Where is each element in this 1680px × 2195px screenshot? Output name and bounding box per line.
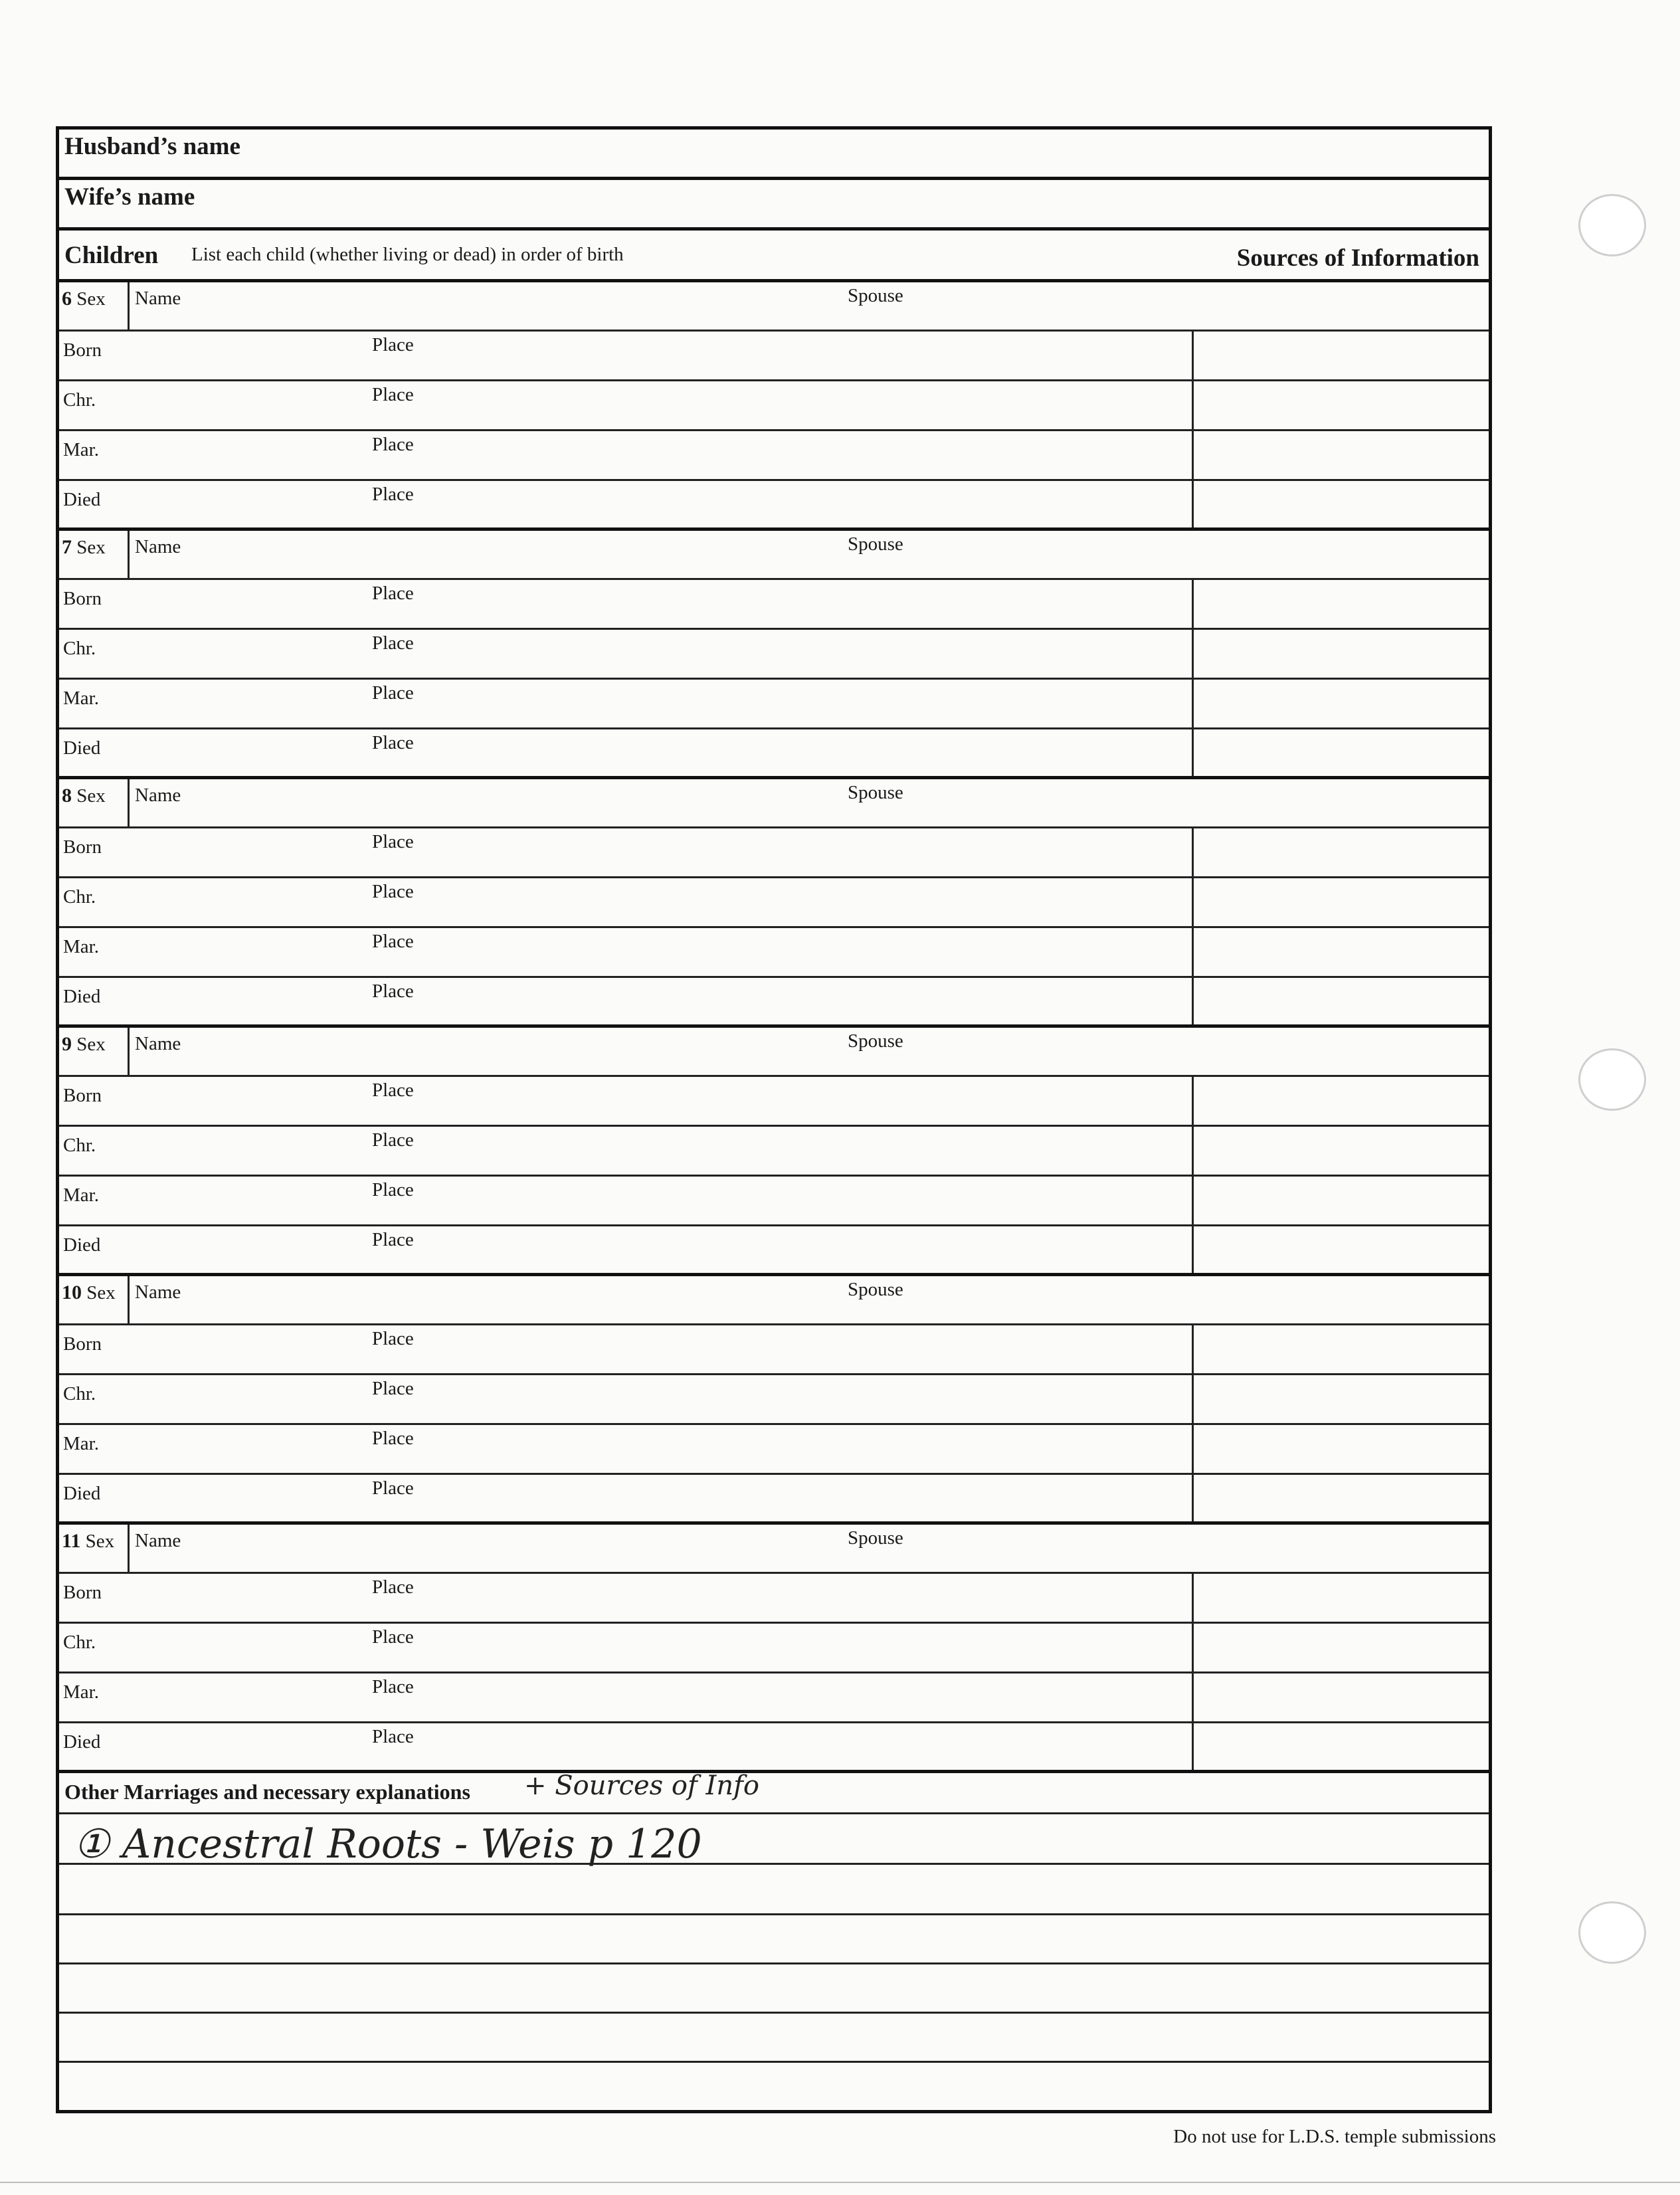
name-label: Name [135, 1033, 181, 1054]
child-number-sex [62, 785, 106, 807]
sex-label: Sex [85, 1531, 115, 1552]
place-label: Place [372, 434, 414, 455]
place-label: Place [372, 1726, 414, 1747]
death-label: Died [63, 737, 101, 759]
source-cell-divider [1192, 481, 1194, 527]
place-label: Place [372, 484, 414, 505]
born-label: Born [63, 836, 102, 858]
name-label: Name [135, 1530, 181, 1551]
sex-label: Sex [76, 785, 106, 807]
source-cell-divider [1192, 332, 1194, 379]
place-label: Place [372, 384, 414, 405]
christening-row[interactable] [59, 878, 1489, 928]
source-cell-divider [1192, 1624, 1194, 1671]
source-cell-divider [1192, 729, 1194, 776]
child-number-sex [62, 1033, 106, 1056]
child-number-sex [62, 1530, 114, 1553]
spouse-label: Spouse [848, 285, 903, 306]
child-sex-field[interactable] [59, 1525, 130, 1572]
born-row[interactable] [59, 1077, 1489, 1127]
family-group-record-form [56, 126, 1492, 2113]
place-label: Place [372, 1378, 414, 1399]
child-block [59, 1525, 1489, 1773]
source-cell-divider [1192, 1226, 1194, 1273]
death-row[interactable] [59, 978, 1489, 1028]
born-row[interactable] [59, 332, 1489, 381]
source-cell-divider [1192, 1475, 1194, 1521]
other-marriages-header-row [59, 1766, 1489, 1814]
source-cell-divider [1192, 928, 1194, 976]
spouse-label: Spouse [848, 782, 903, 803]
place-label: Place [372, 732, 414, 753]
born-row[interactable] [59, 1574, 1489, 1624]
other-marriages-section [59, 1766, 1489, 2110]
child-block [59, 1276, 1489, 1525]
handwritten-ancestral-roots-entry: ① Ancestral Roots - Weis p 120 [74, 1821, 702, 1867]
spouse-label: Spouse [848, 1527, 903, 1549]
born-label: Born [63, 1582, 102, 1603]
source-cell-divider [1192, 1325, 1194, 1373]
place-label: Place [372, 1179, 414, 1200]
source-cell-divider [1192, 580, 1194, 628]
christening-row[interactable] [59, 381, 1489, 431]
explanation-line-1[interactable] [59, 1814, 1489, 1865]
child-number: 7 [62, 536, 72, 558]
child-sex-field[interactable] [59, 531, 130, 578]
husband-name-label: Husband’s name [64, 133, 240, 160]
child-number: 8 [62, 785, 72, 807]
christening-label: Chr. [63, 389, 96, 411]
christening-label: Chr. [63, 1383, 96, 1404]
child-sex-field[interactable] [59, 1028, 130, 1075]
punch-hole-middle [1578, 1048, 1646, 1111]
child-number: 6 [62, 288, 72, 310]
spouse-label: Spouse [848, 533, 903, 555]
name-label: Name [135, 1282, 181, 1303]
spouse-label: Spouse [848, 1030, 903, 1052]
place-label: Place [372, 1478, 414, 1499]
place-label: Place [372, 931, 414, 952]
christening-row[interactable] [59, 1624, 1489, 1673]
place-label: Place [372, 1328, 414, 1349]
child-block [59, 1028, 1489, 1276]
place-label: Place [372, 1129, 414, 1151]
marriage-row[interactable] [59, 1425, 1489, 1475]
place-label: Place [372, 831, 414, 852]
husband-name-row[interactable] [59, 130, 1489, 180]
source-cell-divider [1192, 1077, 1194, 1125]
christening-label: Chr. [63, 1632, 96, 1653]
children-instruction: List each child (whether living or dead) in order of birth [191, 244, 624, 265]
child-number-sex [62, 536, 106, 559]
place-label: Place [372, 583, 414, 604]
marriage-label: Mar. [63, 1185, 99, 1206]
source-cell-divider [1192, 431, 1194, 479]
marriage-label: Mar. [63, 1681, 99, 1703]
source-cell-divider [1192, 828, 1194, 876]
death-row[interactable] [59, 481, 1489, 531]
born-row[interactable] [59, 828, 1489, 878]
marriage-row[interactable] [59, 1673, 1489, 1723]
place-label: Place [372, 981, 414, 1002]
place-label: Place [372, 1576, 414, 1598]
christening-row[interactable] [59, 630, 1489, 680]
child-number: 9 [62, 1033, 72, 1055]
place-label: Place [372, 1428, 414, 1449]
death-label: Died [63, 986, 101, 1007]
born-label: Born [63, 339, 102, 361]
other-marriages-label: Other Marriages and necessary explanations [64, 1780, 470, 1804]
source-cell-divider [1192, 1177, 1194, 1224]
marriage-row[interactable] [59, 928, 1489, 978]
wife-name-row[interactable] [59, 180, 1489, 231]
source-cell-divider [1192, 978, 1194, 1024]
born-row[interactable] [59, 1325, 1489, 1375]
wife-name-label: Wife’s name [64, 183, 195, 211]
place-label: Place [372, 334, 414, 355]
marriage-row[interactable] [59, 680, 1489, 729]
sex-label: Sex [76, 537, 106, 558]
marriage-label: Mar. [63, 688, 99, 709]
source-cell-divider [1192, 878, 1194, 926]
christening-label: Chr. [63, 886, 96, 907]
born-row[interactable] [59, 580, 1489, 630]
name-label: Name [135, 785, 181, 806]
death-label: Died [63, 1731, 101, 1753]
child-name-row[interactable] [59, 1525, 1489, 1574]
child-sex-field[interactable] [59, 282, 130, 330]
child-number: 10 [62, 1282, 82, 1303]
place-label: Place [372, 1229, 414, 1250]
child-number-sex [62, 1282, 116, 1304]
marriage-label: Mar. [63, 936, 99, 957]
children-header-row [59, 231, 1489, 282]
source-cell-divider [1192, 1574, 1194, 1622]
explanation-line-3[interactable] [59, 1915, 1489, 1964]
death-row[interactable] [59, 1226, 1489, 1276]
explanation-line-5[interactable] [59, 2014, 1489, 2063]
source-cell-divider [1192, 680, 1194, 727]
marriage-row[interactable] [59, 1177, 1489, 1226]
name-label: Name [135, 536, 181, 557]
sex-label: Sex [76, 288, 106, 310]
sex-label: Sex [86, 1282, 116, 1303]
child-name-row[interactable] [59, 1276, 1489, 1325]
child-sex-field[interactable] [59, 1276, 130, 1323]
child-name-row[interactable] [59, 282, 1489, 332]
source-cell-divider [1192, 1375, 1194, 1423]
spouse-label: Spouse [848, 1279, 903, 1300]
place-label: Place [372, 1626, 414, 1648]
place-label: Place [372, 632, 414, 654]
child-number-sex [62, 288, 106, 310]
sources-of-information-label: Sources of Information [1236, 244, 1479, 272]
born-label: Born [63, 588, 102, 609]
child-block [59, 531, 1489, 779]
born-label: Born [63, 1085, 102, 1106]
source-cell-divider [1192, 1673, 1194, 1721]
source-cell-divider [1192, 1127, 1194, 1175]
death-label: Died [63, 489, 101, 510]
punch-hole-top [1578, 194, 1646, 256]
christening-label: Chr. [63, 1135, 96, 1156]
sex-label: Sex [76, 1034, 106, 1055]
source-cell-divider [1192, 381, 1194, 429]
place-label: Place [372, 881, 414, 902]
handwritten-sources-note: + Sources of Info [524, 1770, 759, 1801]
death-label: Died [63, 1234, 101, 1256]
place-label: Place [372, 1080, 414, 1101]
christening-label: Chr. [63, 638, 96, 659]
child-number: 11 [62, 1530, 81, 1552]
name-label: Name [135, 288, 181, 309]
death-label: Died [63, 1483, 101, 1504]
child-name-row[interactable] [59, 1028, 1489, 1077]
source-cell-divider [1192, 1425, 1194, 1473]
marriage-row[interactable] [59, 431, 1489, 481]
marriage-label: Mar. [63, 1433, 99, 1454]
explanation-line-2[interactable] [59, 1865, 1489, 1915]
child-block [59, 282, 1489, 531]
source-cell-divider [1192, 630, 1194, 678]
source-cell-divider [1192, 1723, 1194, 1770]
death-row[interactable] [59, 1723, 1489, 1773]
child-sex-field[interactable] [59, 779, 130, 826]
child-name-row[interactable] [59, 531, 1489, 580]
page-edge-line [0, 2182, 1680, 2183]
marriage-label: Mar. [63, 439, 99, 460]
explanation-line-4[interactable] [59, 1964, 1489, 2014]
child-block [59, 779, 1489, 1028]
born-label: Born [63, 1333, 102, 1355]
place-label: Place [372, 1676, 414, 1697]
place-label: Place [372, 682, 414, 704]
christening-row[interactable] [59, 1127, 1489, 1177]
child-name-row[interactable] [59, 779, 1489, 828]
death-row[interactable] [59, 729, 1489, 779]
christening-row[interactable] [59, 1375, 1489, 1425]
children-label: Children [64, 242, 159, 269]
punch-hole-bottom [1578, 1901, 1646, 1964]
temple-submission-disclaimer: Do not use for L.D.S. temple submissions [1173, 2126, 1496, 2147]
death-row[interactable] [59, 1475, 1489, 1525]
